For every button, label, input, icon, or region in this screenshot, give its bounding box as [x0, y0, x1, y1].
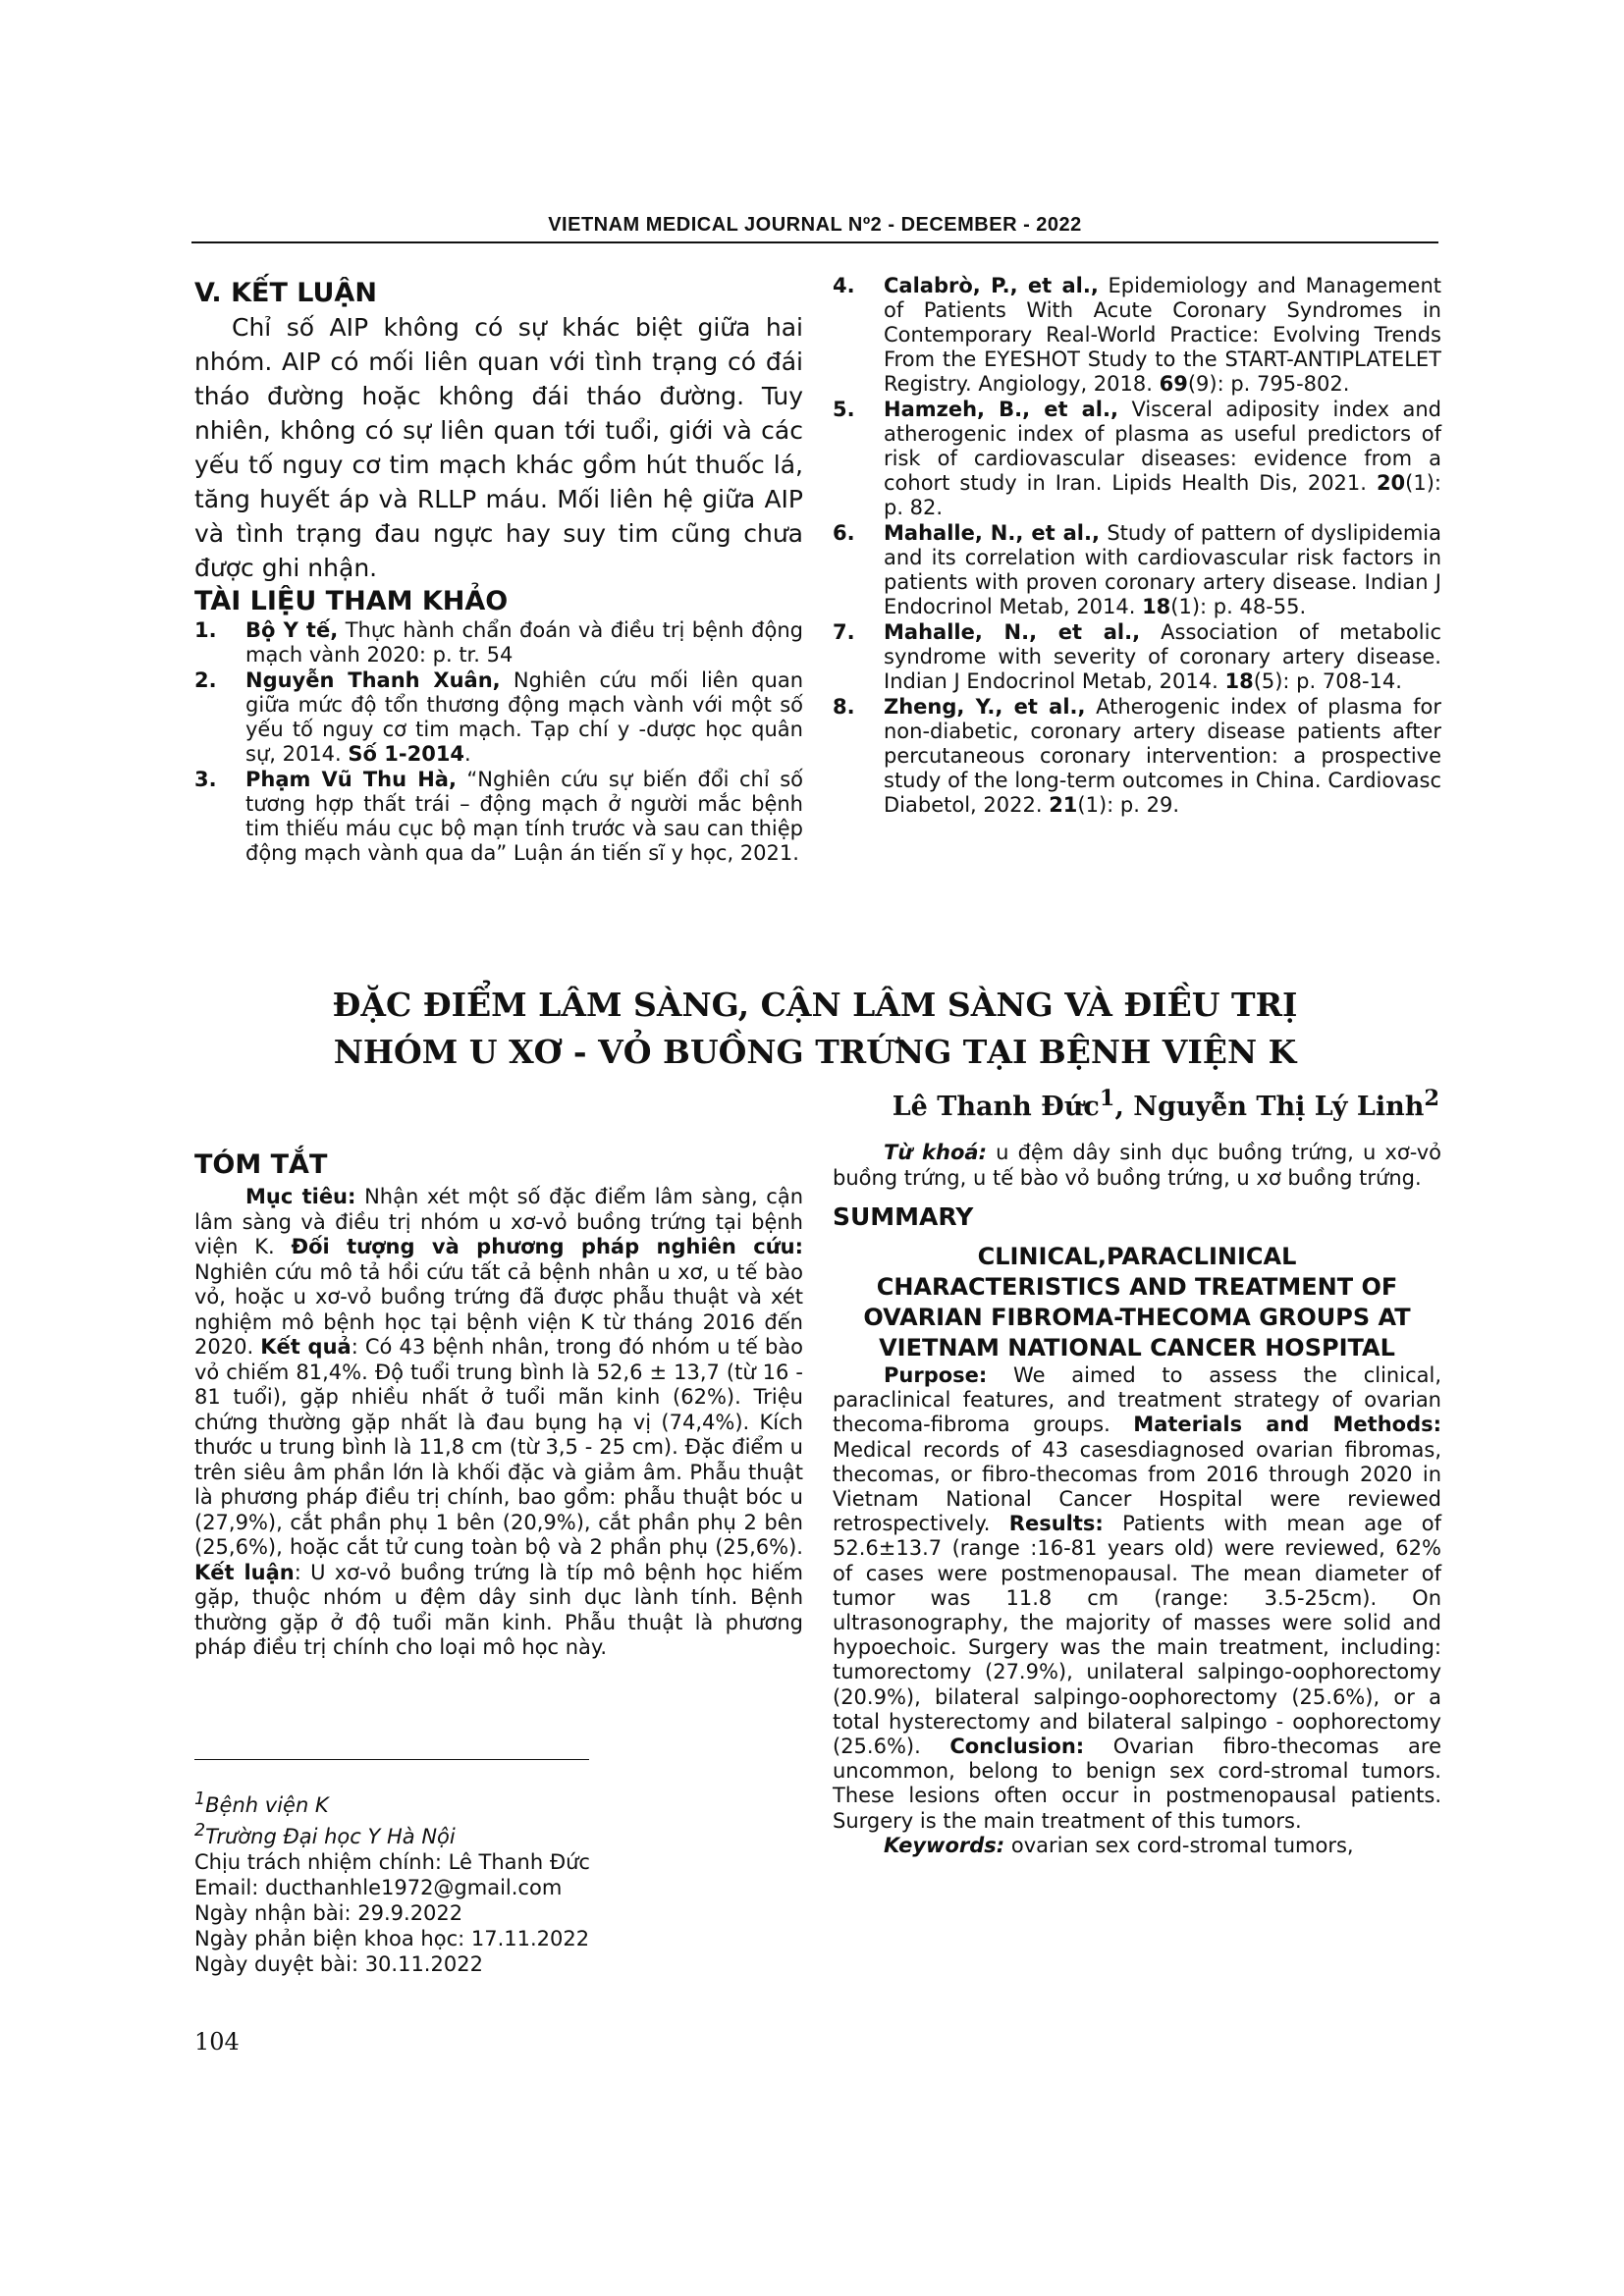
- summary-heading: SUMMARY: [833, 1202, 974, 1231]
- conclusion-heading: V. KẾT LUẬN: [194, 278, 377, 308]
- abstract-vi: [194, 1148, 803, 1661]
- reference-volume: Số 1-2014: [348, 742, 465, 766]
- methods-text-vi: Nghiên cứu mô tả hồi cứu tất cả bệnh nhân u xơ, u tế bào vỏ, hoặc u xơ-vỏ buồng trứng đã được phẫu thuật và xét nghiệm mô bệnh học tại bệnh viện K từ tháng 2016 đến 2020.: [194, 1259, 803, 1359]
- reference-item: [833, 398, 1441, 520]
- references-section: [194, 585, 803, 867]
- reference-author: Calabrò, P., et al.,: [884, 274, 1099, 297]
- page-number: 104: [194, 2028, 240, 2056]
- keywords-vi-text: u đệm dây sinh dục buồng trứng, u xơ-vỏ buồng trứng, u tế bào vỏ buồng trứng, u xơ buồng trứng.: [833, 1141, 1441, 1190]
- purpose-label-en: Purpose:: [884, 1363, 988, 1387]
- reference-volume: 18: [1224, 669, 1254, 693]
- reference-number: 3.: [194, 768, 217, 791]
- reference-volume: 18: [1142, 595, 1171, 618]
- summary-title-line-1: CLINICAL,PARACLINICAL: [977, 1243, 1297, 1270]
- article-title-line-1: ĐẶC ĐIỂM LÂM SÀNG, CẬN LÂM SÀNG VÀ ĐIỀU TRỊ: [332, 986, 1298, 1024]
- footnote-rule: [194, 1759, 589, 1760]
- reference-number: 4.: [833, 274, 855, 297]
- reference-number: 6.: [833, 521, 855, 545]
- reference-pages: (5): p. 708-14.: [1253, 669, 1402, 693]
- affiliation-2: [194, 1818, 803, 1849]
- conclusion-label-en: Conclusion:: [949, 1735, 1085, 1759]
- reference-author: Mahalle, N., et al.,: [884, 620, 1141, 644]
- affiliation-2-marker: 2: [194, 1821, 206, 1841]
- summary-title-line-4: VIETNAM NATIONAL CANCER HOSPITAL: [879, 1334, 1395, 1362]
- author-1-affiliation: 1: [1099, 1086, 1115, 1111]
- keywords-en-text: ovarian sex cord-stromal tumors,: [1004, 1833, 1354, 1857]
- affiliation-1-text: Bệnh viện K: [205, 1793, 329, 1817]
- conclusion-text-en: Ovarian fibro-thecomas are uncommon, belong to benign sex cord-stromal tumors. These lesions often occur in postmenopausal patients. Surgery is the main treatment of this tumors.: [833, 1735, 1441, 1833]
- reference-volume: 20: [1376, 471, 1406, 495]
- purpose-text-vi: Nhận xét một số đặc điểm lâm sàng, cận lâm sàng và điều trị nhóm u xơ-vỏ buồng trứng tại bệnh viện K.: [194, 1185, 804, 1258]
- author-2-affiliation: 2: [1424, 1086, 1439, 1111]
- reference-text: Nghiên cứu mối liên quan giữa mức độ tổn thương động mạch vành với một số yếu tố nguy cơ tim mạch. Tạp chí y -dược học quân sự, 2014.: [245, 668, 804, 766]
- reference-item: [833, 620, 1441, 694]
- reference-text: Study of pattern of dyslipidemia and its correlation with cardiovascular risk factors in patients with proven coronary artery disease. Indian J Endocrinol Metab, 2014.: [884, 521, 1442, 618]
- author-separator: ,: [1114, 1092, 1134, 1122]
- author-1: Lê Thanh Đức: [892, 1092, 1100, 1122]
- reference-text: Visceral adiposity index and atherogenic index of plasma as useful predictors of risk of cardiovascular diseases: evidence from a cohort study in Iran. Lipids Health Dis, 2021.: [884, 398, 1441, 495]
- abstract-vi-body: [194, 1185, 803, 1661]
- summary-title-line-2: CHARACTERISTICS AND TREATMENT OF: [876, 1273, 1398, 1301]
- conclusion-text-vi: : U xơ-vỏ buồng trứng là típ mô bệnh học hiếm gặp, thuộc nhóm u đệm dây sinh dục lành tính. Bệnh thường gặp ở độ tuổi mãn kinh. Phẫu thuật là phương pháp điều trị chính cho loại mô học này.: [194, 1560, 803, 1659]
- methods-text-en: Medical records of 43 casesdiagnosed ovarian fibromas, thecomas, or fibro-thecomas from 2016 through 2020 in Vietnam National Cancer Hospital were reviewed retrospectively.: [833, 1437, 1441, 1536]
- reference-list-left: [194, 618, 803, 866]
- summary-body: [833, 1363, 1441, 1834]
- summary-title: [833, 1242, 1441, 1363]
- received-date: Ngày nhận bài: 29.9.2022: [194, 1901, 463, 1925]
- reference-pages: (1): p. 29.: [1077, 793, 1179, 817]
- reference-text: Epidemiology and Management of Patients With Acute Coronary Syndromes in Contemporary Real-World Practice: Evolving Trends From the EYESHOT Study to the START-ANTIPLATELET Registry. Angiology, 2018.: [884, 274, 1441, 396]
- abstract-en: [833, 1141, 1441, 1858]
- reference-text: Thực hành chẩn đoán và điều trị bệnh động mạch vành 2020: p. tr. 54: [245, 618, 803, 667]
- reference-volume: 69: [1159, 372, 1188, 396]
- reference-item: [194, 668, 803, 767]
- reference-author: Nguyễn Thanh Xuân,: [245, 668, 501, 692]
- header-rule: [191, 241, 1438, 243]
- footnotes: [194, 1787, 803, 1977]
- author-2: Nguyễn Thị Lý Linh: [1133, 1092, 1425, 1122]
- conclusion-text: Chỉ số AIP không có sự khác biệt giữa hai nhóm. AIP có mối liên quan với tình trạng có đái tháo đường hoặc không đái tháo đường. Tuy nhiên, không có sự liên quan tới tuổi, giới và các yếu tố nguy cơ tim mạch khác gồm hút thuốc lá, tăng huyết áp và RLLP máu. Mối liên hệ giữa AIP và tình trạng đau ngực hay suy tim cũng chưa được ghi nhận.: [194, 313, 803, 582]
- email: Email: ducthanhle1972@gmail.com: [194, 1876, 563, 1899]
- accepted-date: Ngày duyệt bài: 30.11.2022: [194, 1952, 483, 1976]
- results-label-vi: Kết quả: [260, 1335, 352, 1359]
- reference-item: [194, 768, 803, 866]
- reference-pages: (1): p. 82.: [884, 471, 1441, 519]
- reference-item: [833, 695, 1441, 818]
- reference-number: 2.: [194, 668, 217, 692]
- reference-pages: .: [464, 742, 471, 766]
- running-header: VIETNAM MEDICAL JOURNAL Nº2 - DECEMBER - 2022: [548, 214, 1082, 236]
- reference-pages: (1): p. 48-55.: [1170, 595, 1307, 618]
- reference-pages: (9): p. 795-802.: [1187, 372, 1350, 396]
- reference-number: 8.: [833, 695, 855, 719]
- corresponding-author: Chịu trách nhiệm chính: Lê Thanh Đức: [194, 1850, 590, 1874]
- keywords-vi-label: Từ khoá:: [884, 1141, 987, 1164]
- affiliation-2-text: Trường Đại học Y Hà Nội: [205, 1825, 456, 1848]
- results-text-en: Patients with mean age of 52.6±13.7 (range :16-81 years old) were reviewed, 62% of cases were postmenopausal. The mean diameter of tumor was 11.8 cm (range: 3.5-25cm). On ultrasonography, the majority of masses were solid and hypoechoic. Surgery was the main treatment, including: tumorectomy (27.9%), unilateral salpingo-oophorectomy (20.9%), bilateral salpingo-oophorectomy (25.6%), or a total hysterectomy and bilateral salpingo - oophorectomy (25.6%).: [833, 1512, 1441, 1759]
- keywords-en: [833, 1834, 1441, 1859]
- reference-number: 5.: [833, 398, 855, 421]
- reference-text: Atherogenic index of plasma for non-diabetic, coronary artery disease patients after percutaneous coronary intervention: a prospective study of the long-term outcomes in China. Cardiovasc Diabetol, 2022.: [884, 695, 1441, 817]
- abstract-vi-heading: TÓM TẮT: [194, 1149, 328, 1180]
- methods-label-en: Materials and Methods:: [1133, 1413, 1441, 1437]
- conclusion-label-vi: Kết luận: [194, 1560, 295, 1584]
- reference-number: 1.: [194, 618, 217, 642]
- reference-text: Association of metabolic syndrome with severity of coronary artery disease. Indian J Endocrinol Metab, 2014.: [884, 620, 1441, 693]
- affiliation-1: [194, 1787, 803, 1818]
- summary-title-line-3: OVARIAN FIBROMA-THECOMA GROUPS AT: [863, 1304, 1411, 1331]
- conclusion-section: [194, 277, 803, 585]
- reference-author: Phạm Vũ Thu Hà,: [245, 768, 457, 791]
- results-label-en: Results:: [1008, 1512, 1104, 1536]
- purpose-label-vi: Mục tiêu:: [245, 1185, 356, 1208]
- results-text-vi: : Có 43 bệnh nhân, trong đó nhóm u tế bào vỏ chiếm 81,4%. Độ tuổi trung bình là 52,6 ± 13,7 (từ 16 - 81 tuổi), gặp nhiều nhất ở tuổi mãn kinh (62%). Triệu chứng thường gặp nhất là đau bụng hạ vị (74,4%). Kích thước u trung bình là 11,8 cm (từ 3,5 - 25 cm). Đặc điểm u trên siêu âm phần lớn là khối đặc và giảm âm. Phẫu thuật là phương pháp điều trị chính, bao gồm: phẫu thuật bóc u (27,9%), cắt phần phụ 1 bên (20,9%), cắt phần phụ 2 bên (25,6%), hoặc cắt tử cung toàn bộ và 2 phần phụ (25,6%).: [194, 1335, 803, 1559]
- reference-author: Zheng, Y., et al.,: [884, 695, 1086, 719]
- reference-item: [194, 618, 803, 667]
- keywords-en-label: Keywords:: [884, 1833, 1005, 1857]
- article-authors: [833, 1086, 1439, 1122]
- reference-item: [833, 521, 1441, 619]
- reference-author: Hamzeh, B., et al.,: [884, 398, 1118, 421]
- article-title-line-2: NHÓM U XƠ - VỎ BUỒNG TRỨNG TẠI BỆNH VIỆN K: [333, 1033, 1297, 1071]
- reference-list-right: [833, 274, 1441, 818]
- reference-text: “Nghiên cứu sự biến đổi chỉ số tương hợp thất trái – động mạch ở người mắc bệnh tim thiếu máu cục bộ mạn tính trước và sau can thiệp động mạch vành qua da” Luận án tiến sĩ y học, 2021.: [245, 768, 803, 865]
- references-heading: TÀI LIỆU THAM KHẢO: [194, 586, 509, 616]
- reference-author: Bộ Y tế,: [245, 618, 339, 642]
- reviewed-date: Ngày phản biện khoa học: 17.11.2022: [194, 1927, 590, 1950]
- purpose-text-en: We aimed to assess the clinical, paraclinical features, and treatment strategy of ovarian thecoma-fibroma groups.: [833, 1363, 1441, 1437]
- keywords-vi: [833, 1141, 1441, 1191]
- affiliation-1-marker: 1: [194, 1789, 206, 1809]
- methods-label-vi: Đối tượng và phương pháp nghiên cứu:: [291, 1235, 803, 1258]
- reference-item: [833, 274, 1441, 397]
- article-title: [191, 982, 1438, 1076]
- reference-volume: 21: [1049, 793, 1078, 817]
- reference-number: 7.: [833, 620, 855, 644]
- reference-author: Mahalle, N., et al.,: [884, 521, 1100, 545]
- references-continued: [833, 274, 1441, 819]
